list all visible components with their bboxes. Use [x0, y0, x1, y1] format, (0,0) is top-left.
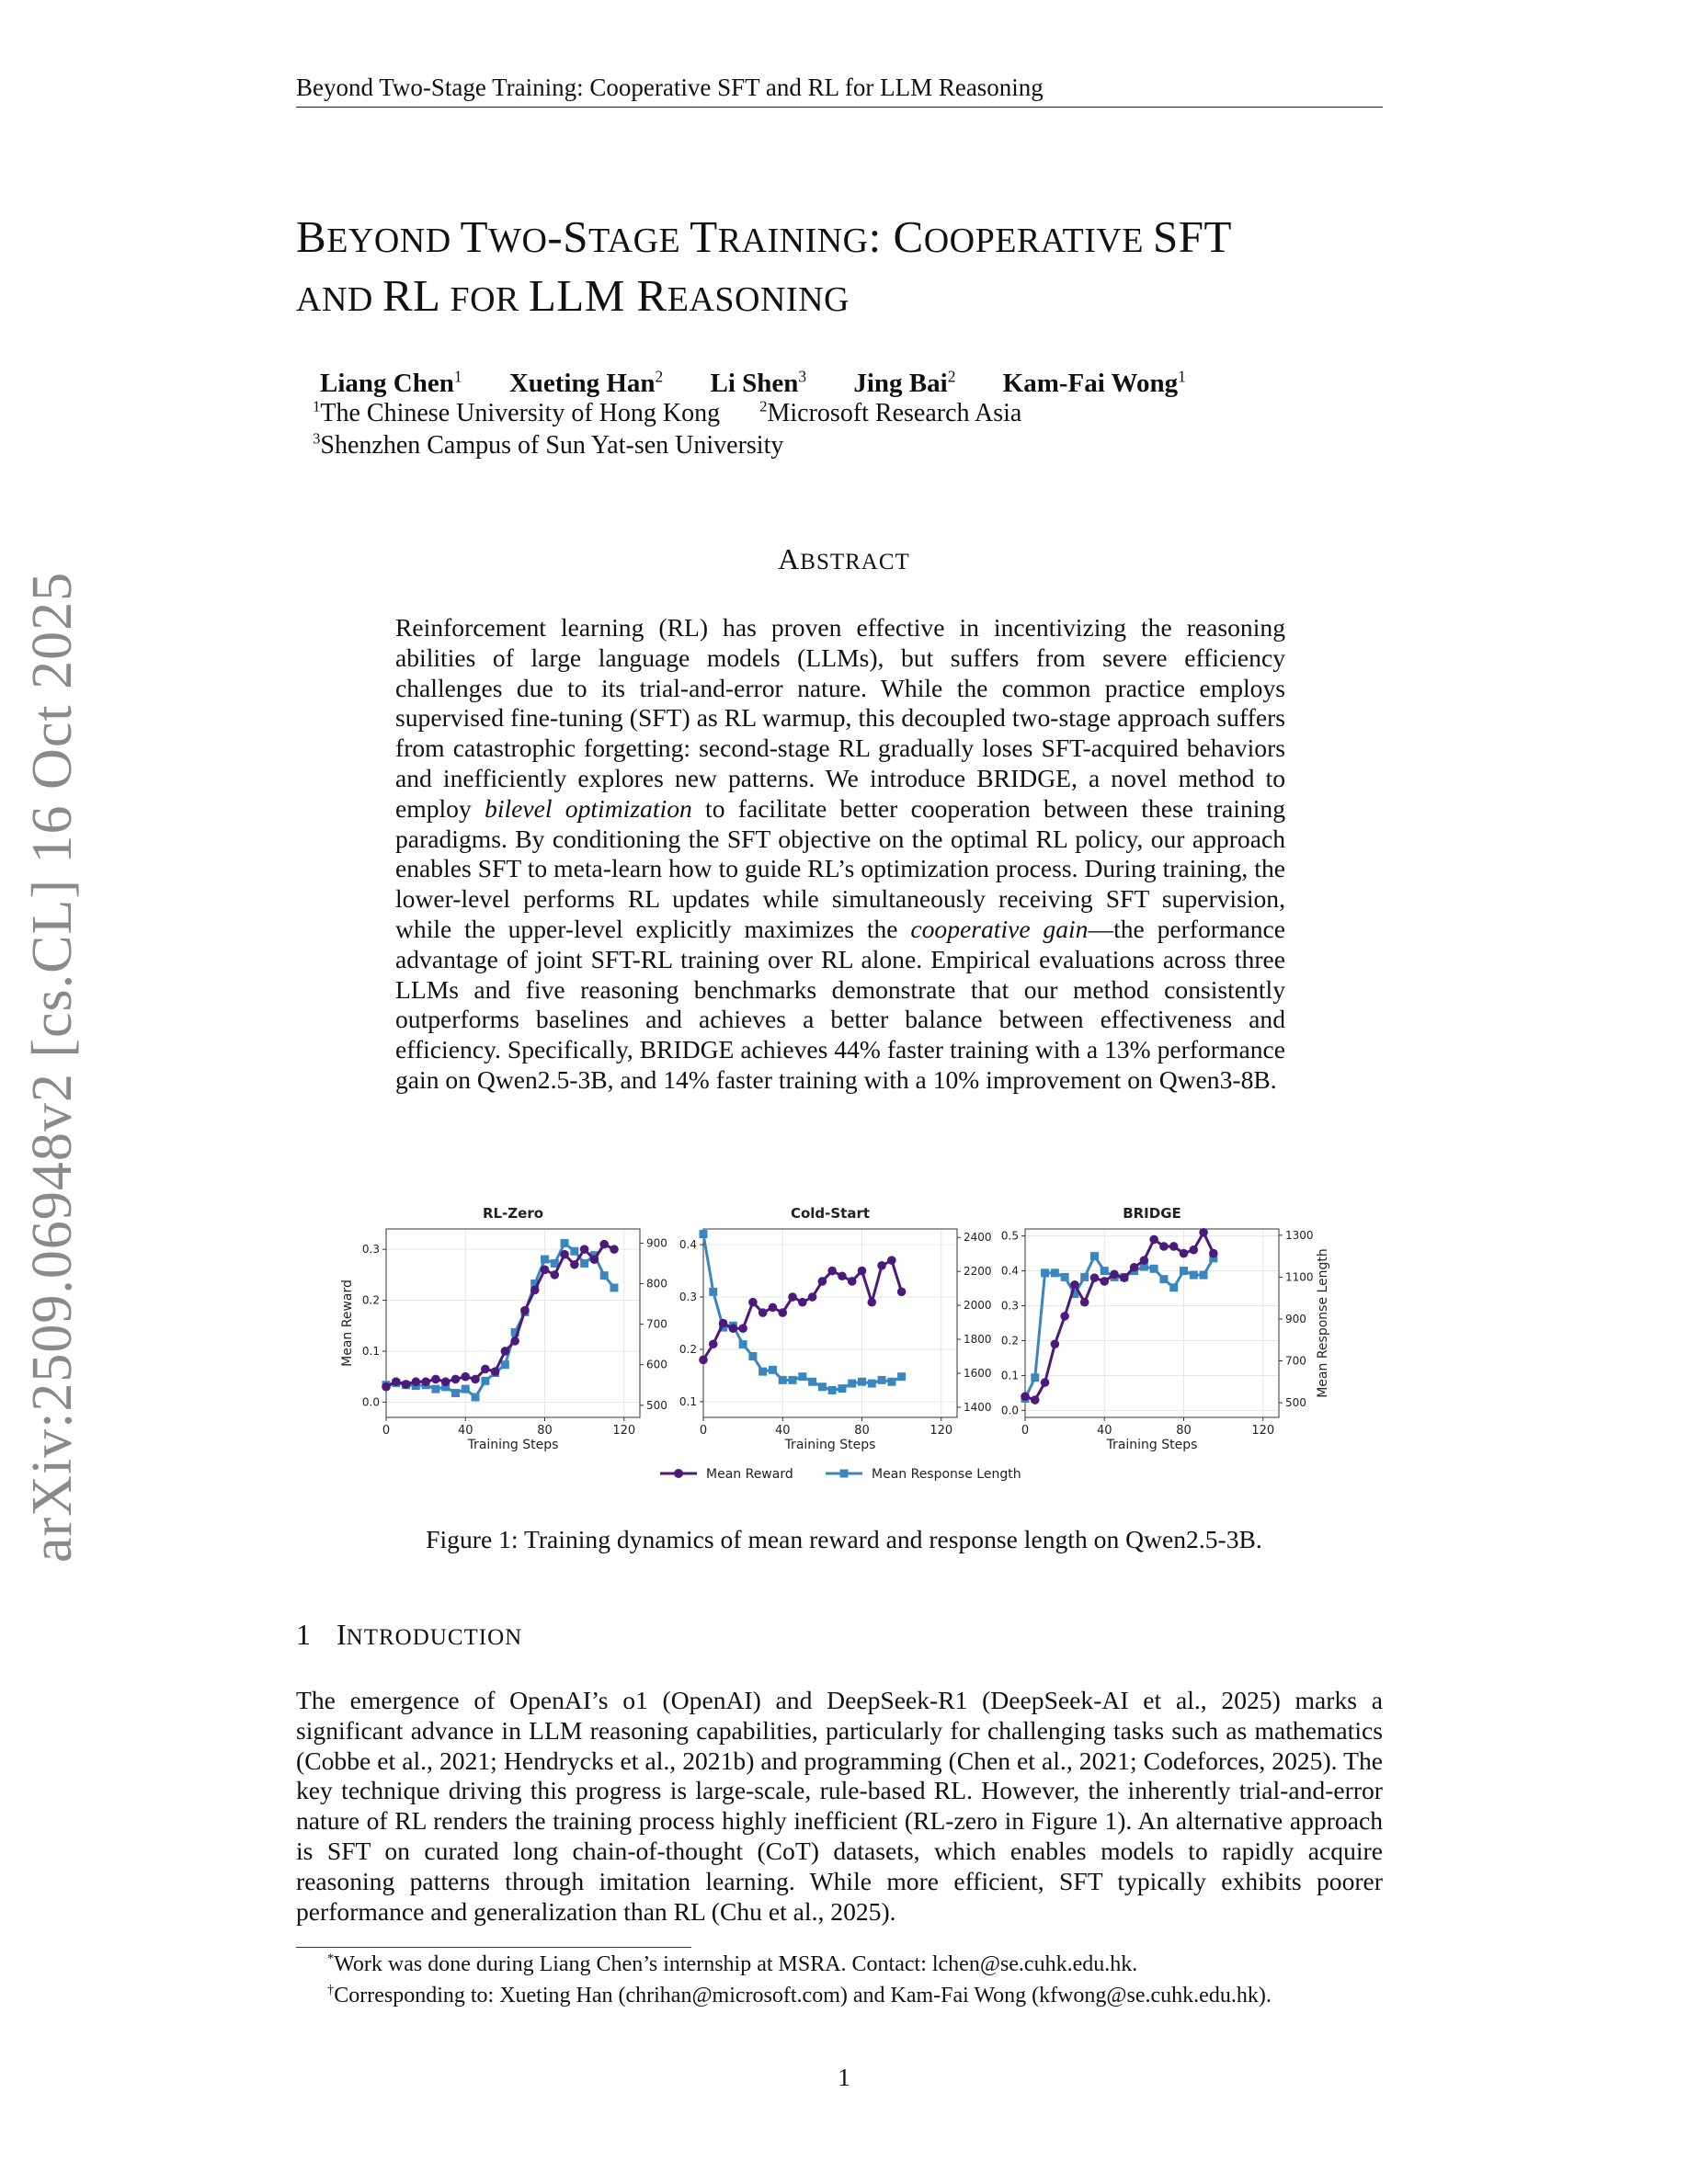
mean-reward-point [1199, 1228, 1208, 1237]
mean-reward-point [421, 1377, 430, 1386]
y-axis-label-right: Mean Response Length [1316, 1248, 1330, 1398]
panel-title: Cold-Start [790, 1205, 871, 1222]
mean-reward-point [1021, 1392, 1030, 1401]
y-tick-label-right: 1600 [964, 1366, 992, 1380]
response-length-point [739, 1340, 747, 1348]
x-tick-label: 120 [1251, 1424, 1275, 1438]
mean-reward-point [392, 1377, 401, 1386]
mean-reward-point [1149, 1235, 1158, 1245]
title-line-1: BEYOND TWO-STAGE TRAINING: COOPERATIVE SFT [296, 211, 1232, 262]
y-tick-label-left: 0.2 [1000, 1334, 1019, 1348]
y-tick-label-left: 0.3 [361, 1243, 380, 1257]
footnote-rule [296, 1947, 691, 1948]
mean-reward-point [788, 1292, 797, 1302]
affiliation-line-2: $^3$Shenzhen Campus of Sun Yat-sen University [313, 429, 784, 460]
mean-reward-point [510, 1337, 519, 1346]
mean-reward-point [599, 1240, 609, 1249]
mean-reward-point [590, 1255, 599, 1264]
mean-reward-point [580, 1245, 589, 1254]
y-tick-label-right: 900 [646, 1236, 667, 1250]
response-length-point [848, 1380, 856, 1388]
panel-title: BRIDGE [1123, 1205, 1181, 1222]
mean-reward-point [769, 1303, 778, 1313]
response-length-point [1051, 1268, 1059, 1277]
mean-reward-point [887, 1256, 896, 1265]
response-length-point [897, 1372, 906, 1381]
x-tick-label: 40 [1096, 1424, 1112, 1438]
mean-reward-point [748, 1298, 758, 1307]
mean-reward-point [858, 1267, 867, 1276]
y-tick-label-right: 700 [646, 1317, 667, 1331]
y-tick-label-right: 2200 [964, 1265, 992, 1279]
mean-reward-point [1041, 1378, 1050, 1387]
author: Kam-Fai Wong$^1$ [1002, 367, 1186, 398]
response-length-point [1031, 1373, 1039, 1382]
mean-reward-point [1080, 1298, 1089, 1307]
y-axis-label-left: Mean Reward [340, 1280, 355, 1367]
y-tick-label-left: 0.1 [1000, 1369, 1019, 1382]
mean-reward-point [451, 1375, 461, 1384]
training-dynamics-chart [331, 1181, 1352, 1494]
response-length-point [1200, 1271, 1208, 1280]
y-tick-label-right: 600 [646, 1358, 667, 1371]
author: Liang Chen$^1$ [320, 367, 462, 398]
mean-reward-point [610, 1245, 619, 1254]
response-length-point [580, 1259, 588, 1268]
mean-reward-point [1180, 1249, 1189, 1258]
response-length-point [472, 1393, 480, 1401]
abstract-heading: ABSTRACT [778, 542, 910, 575]
mean-reward-point [808, 1292, 817, 1302]
mean-reward-point [758, 1308, 768, 1317]
x-tick-label: 120 [612, 1424, 636, 1438]
mean-reward-point [1130, 1263, 1139, 1272]
x-tick-label: 0 [699, 1424, 708, 1438]
mean-reward-point [382, 1382, 391, 1392]
paper-title [296, 210, 1399, 327]
response-length-point [600, 1271, 609, 1280]
response-length-point [887, 1378, 895, 1386]
mean-reward-point [402, 1380, 411, 1389]
x-tick-label: 80 [537, 1424, 553, 1438]
mean-reward-point [1209, 1249, 1218, 1258]
response-length-point [570, 1247, 578, 1256]
mean-reward-point [1070, 1280, 1079, 1290]
response-length-point [828, 1386, 837, 1394]
mean-reward-point [1090, 1273, 1100, 1282]
arxiv-stamp: arXiv:2509.06948v2 [cs.CL] 16 Oct 2025 [21, 571, 84, 1563]
mean-reward-point [848, 1277, 857, 1286]
response-length-point [1090, 1252, 1099, 1260]
response-length-point [1169, 1283, 1178, 1291]
response-length-line [386, 1243, 614, 1397]
section-heading: 1 INTRODUCTION [296, 1618, 523, 1651]
page-number: 1 [838, 2063, 850, 2091]
x-tick-label: 0 [382, 1424, 391, 1438]
mean-reward-line [386, 1245, 614, 1387]
mean-reward-point [441, 1377, 451, 1386]
mean-reward-point [778, 1308, 787, 1317]
mean-reward-point [550, 1270, 559, 1280]
panel-title: RL-Zero [482, 1205, 544, 1222]
y-tick-label-right: 1100 [1285, 1270, 1314, 1284]
response-length-point [838, 1384, 846, 1393]
mean-reward-point [838, 1271, 847, 1280]
mean-reward-line [1025, 1233, 1214, 1400]
response-length-point [1061, 1273, 1069, 1281]
response-length-point [451, 1389, 460, 1397]
mean-reward-point [461, 1372, 470, 1382]
y-tick-label-left: 0.2 [679, 1342, 697, 1356]
y-tick-label-left: 0.4 [1000, 1264, 1019, 1278]
response-length-point [858, 1378, 866, 1386]
intro-paragraph: The emergence of OpenAI’s o1 (OpenAI) and DeepSeek-R1 (DeepSeek-AI et al., 2025) marks a significant advance in LLM reasoning capabilities, particularly for challenging tasks such as mathematics (Cobbe et al., 2021; Hendrycks et al., 2021b) and programming (Chen et al., 2021; Codeforces, 2025). The key technique driving this progress is large-scale, rule-based RL. However, the inherently trial-and-error nature of RL renders the training process highly inefficient (RL-zero in Figure 1). An alternative approach is SFT on curated long chain-of-thought (CoT) datasets, which enables models to rapidly acquire reasoning patterns through imitation learning. While more efficient, SFT typically exhibits poorer performance and generalization than RL (Chu et al., 2025). [296, 1686, 1383, 1926]
mean-reward-point [738, 1324, 747, 1333]
legend-length-marker [840, 1470, 849, 1478]
mean-reward-point [1189, 1246, 1198, 1255]
response-length-point [610, 1283, 618, 1291]
y-tick-label-left: 0.5 [1000, 1229, 1019, 1243]
y-tick-label-left: 0.1 [679, 1394, 697, 1408]
mean-reward-point [897, 1288, 907, 1297]
response-length-point [818, 1382, 827, 1391]
response-length-point [758, 1368, 767, 1376]
y-tick-label-right: 1800 [964, 1333, 992, 1347]
mean-reward-point [798, 1298, 807, 1307]
response-length-point [700, 1230, 708, 1238]
response-length-point [1150, 1265, 1158, 1273]
response-length-point [462, 1385, 470, 1393]
response-length-line [703, 1234, 902, 1391]
mean-reward-point [719, 1319, 728, 1328]
y-tick-label-left: 0.2 [361, 1293, 380, 1307]
mean-reward-point [1060, 1312, 1069, 1321]
y-tick-label-left: 0.3 [679, 1291, 697, 1304]
response-length-point [709, 1288, 717, 1296]
mean-reward-line [703, 1260, 902, 1359]
mean-reward-point [520, 1306, 530, 1315]
response-length-point [808, 1378, 816, 1386]
response-length-point [431, 1385, 439, 1393]
mean-reward-point [501, 1347, 510, 1356]
mean-reward-point [729, 1324, 738, 1333]
x-axis-label: Training Steps [467, 1438, 559, 1452]
response-length-point [561, 1239, 569, 1247]
mean-reward-point [560, 1250, 569, 1259]
author: Jing Bai$^2$ [853, 367, 956, 398]
response-length-point [779, 1376, 787, 1384]
mean-reward-point [1110, 1270, 1119, 1280]
y-tick-label-right: 900 [1285, 1312, 1306, 1325]
y-tick-label-right: 500 [1285, 1396, 1306, 1410]
response-length-line [1025, 1257, 1214, 1399]
response-length-point [1159, 1275, 1168, 1283]
author: Xueting Han$^2$ [508, 367, 664, 398]
response-length-point [789, 1376, 797, 1384]
footnote: †Corresponding to: Xueting Han (chrihan@microsoft.com) and Kam-Fai Wong (kfwong@se.cuhk.edu.hk). [327, 1983, 1272, 2008]
footnote: *Work was done during Liang Chen’s internship at MSRA. Contact: lchen@se.cuhk.edu.hk. [327, 1951, 1138, 1976]
affiliation-line-1: $^1$The Chinese University of Hong Kong $^2$Microsoft Research Asia [313, 397, 1022, 427]
response-length-point [481, 1377, 489, 1385]
y-tick-label-right: 1400 [964, 1400, 992, 1414]
mean-reward-point [1159, 1242, 1169, 1251]
x-tick-label: 40 [457, 1424, 473, 1438]
author-list [320, 367, 1226, 400]
y-tick-label-right: 800 [646, 1277, 667, 1291]
mean-reward-point [530, 1286, 540, 1295]
x-tick-label: 80 [854, 1424, 870, 1438]
y-tick-label-left: 0.0 [1000, 1404, 1019, 1417]
figure-caption: Figure 1: Training dynamics of mean reward and response length on Qwen2.5-3B. [426, 1525, 1262, 1553]
response-length-point [1041, 1268, 1049, 1277]
x-tick-label: 120 [930, 1424, 953, 1438]
response-length-point [541, 1256, 549, 1264]
author: Li Shen$^3$ [710, 367, 807, 398]
mean-reward-point [827, 1267, 837, 1276]
title-line-2: AND RL FOR LLM REASONING [296, 270, 850, 321]
response-length-point [868, 1380, 876, 1388]
legend-reward-label: Mean Reward [706, 1467, 793, 1482]
y-tick-label-right: 500 [646, 1398, 667, 1412]
response-length-point [1180, 1267, 1188, 1275]
running-head: Beyond Two-Stage Training: Cooperative SFT and RL for LLM Reasoning [296, 72, 1383, 108]
x-tick-label: 0 [1021, 1424, 1030, 1438]
mean-reward-point [877, 1261, 886, 1270]
x-tick-label: 80 [1176, 1424, 1192, 1438]
mean-reward-point [570, 1260, 579, 1269]
mean-reward-point [699, 1356, 708, 1365]
response-length-point [769, 1366, 777, 1374]
mean-reward-point [1100, 1277, 1109, 1286]
response-length-point [748, 1352, 757, 1360]
mean-reward-point [541, 1266, 550, 1275]
y-tick-label-left: 0.4 [679, 1238, 697, 1252]
y-tick-label-right: 700 [1285, 1354, 1306, 1368]
y-tick-label-left: 0.1 [361, 1344, 380, 1358]
mean-reward-point [1031, 1395, 1040, 1405]
response-length-point [1190, 1271, 1198, 1280]
x-axis-label: Training Steps [1106, 1438, 1198, 1452]
response-length-point [878, 1376, 886, 1384]
legend-length-label: Mean Response Length [872, 1467, 1021, 1482]
mean-reward-point [1120, 1273, 1129, 1282]
mean-reward-point [709, 1339, 718, 1348]
y-tick-label-left: 0.3 [1000, 1299, 1019, 1313]
y-tick-label-right: 2400 [964, 1231, 992, 1245]
y-tick-label-right: 2000 [964, 1299, 992, 1313]
mean-reward-point [867, 1298, 876, 1307]
y-tick-label-left: 0.0 [361, 1395, 380, 1409]
mean-reward-point [471, 1375, 480, 1384]
x-axis-label: Training Steps [784, 1438, 876, 1452]
mean-reward-point [481, 1365, 490, 1374]
response-length-point [501, 1360, 509, 1369]
y-tick-label-right: 1300 [1285, 1228, 1314, 1242]
x-tick-label: 40 [774, 1424, 791, 1438]
mean-reward-point [431, 1375, 440, 1384]
response-length-point [1101, 1267, 1109, 1275]
mean-reward-point [1140, 1256, 1149, 1265]
figure-1 [331, 1181, 1352, 1498]
mean-reward-point [412, 1377, 421, 1386]
plot-frame [386, 1229, 640, 1417]
mean-reward-point [818, 1277, 827, 1286]
mean-reward-point [1051, 1339, 1060, 1348]
legend-reward-marker [674, 1469, 683, 1478]
mean-reward-point [491, 1367, 500, 1376]
mean-reward-point [1169, 1242, 1179, 1251]
response-length-point [798, 1372, 806, 1381]
abstract-body: Reinforcement learning (RL) has proven effective in incentivizing the reasoning abilities of large language models (LLMs), but suffers from severe efficiency challenges due to its trial-and-error nature. While the common practice employs supervised fine-tuning (SFT) as RL warmup, this decoupled two-stage approach suffers from catastrophic forgetting: second-stage RL gradually loses SFT-acquired behaviors and inefficiently explores new patterns. We introduce BRIDGE, a novel method to employ bilevel optimization to facilitate better cooperation between these training paradigms. By conditioning the SFT objective on the optimal RL policy, our approach enables SFT to meta-learn how to guide RL’s optimization process. During training, the lower-level performs RL updates while simultaneously receiving SFT supervision, while the upper-level explicitly maximizes the cooperative gain—the performance advantage of joint SFT-RL training over RL alone. Empirical evaluations across three LLMs and five reasoning benchmarks demonstrate that our method consistently outperforms baselines and achieves a better balance between effectiveness and efficiency. Specifically, BRIDGE achieves 44% faster training with a 13% performance gain on Qwen2.5-3B, and 14% faster training with a 10% improvement on Qwen3-8B. [395, 613, 1286, 1094]
response-length-point [1080, 1273, 1089, 1281]
